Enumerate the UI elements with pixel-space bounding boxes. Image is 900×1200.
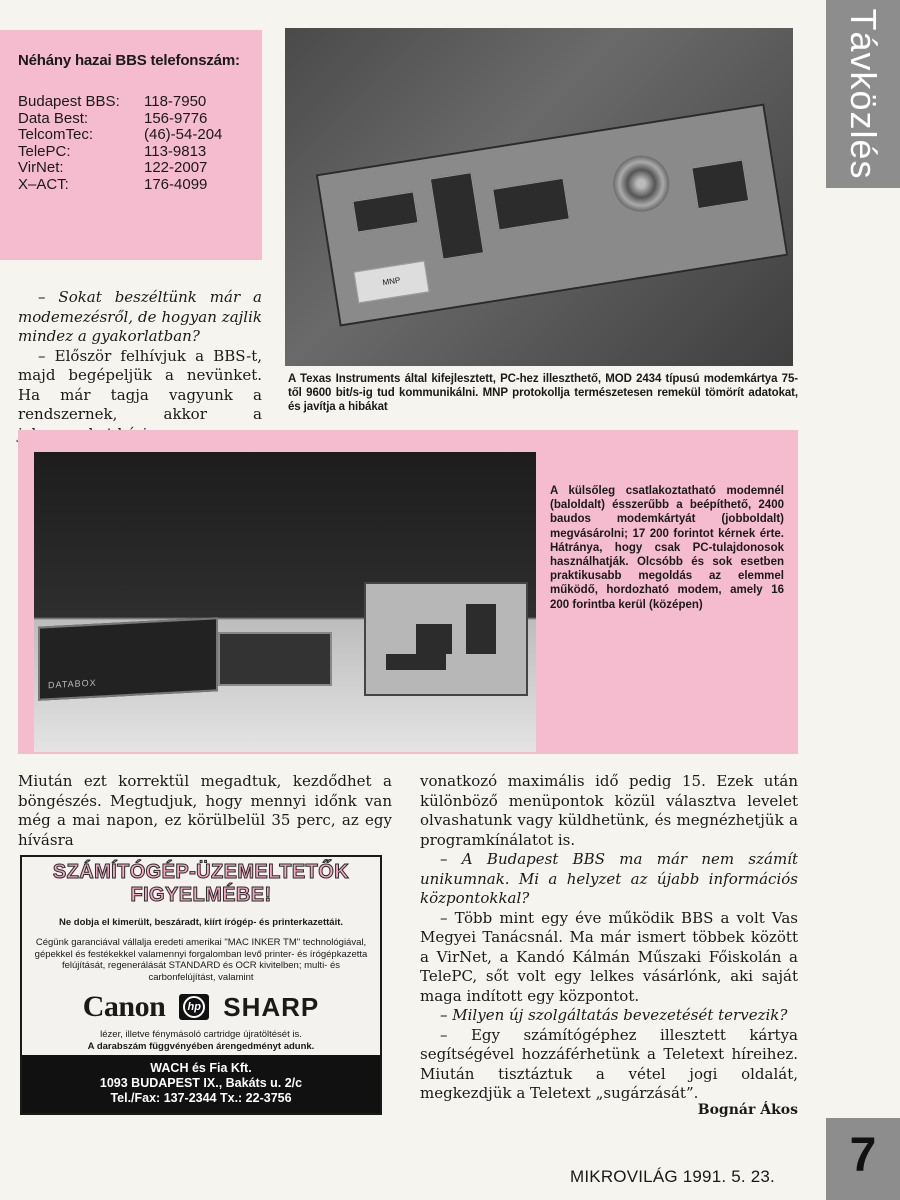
interview-answer: – Először felhívjuk a BBS-t, majd begépeljük a nevünket. Ha már tagja vagyunk a rendszernek, akkor a (18, 346, 262, 423)
portable-modem-image (218, 632, 332, 686)
ad-body-line: lézer, illetve fénymásoló cartridge újratöltését is. (100, 1029, 302, 1040)
speaker-graphic (609, 152, 673, 216)
bbs-entry (18, 160, 258, 177)
advertisement (20, 855, 382, 1115)
interview-question: – Sokat beszéltünk már a modemezésről, de hogyan zajlik mindez a gyakorlatban? (18, 288, 262, 345)
external-modem-image (38, 617, 218, 700)
modem-card-image (364, 582, 528, 696)
ad-company: WACH és Fia Kft. (150, 1061, 252, 1075)
ad-headline-line: SZÁMÍTÓGÉP-ÜZEMELTETŐK (52, 861, 350, 883)
article-paragraph: vonatkozó maximális idő pedig 15. Ezek után különböző menüpontok közül választva levelet olvashatunk vagy küldhetünk, és megnézhetjük a programkínálatot is. (420, 772, 798, 849)
author-signature: Bognár Ákos (697, 1102, 798, 1118)
section-title: Távközlés (843, 8, 884, 180)
page-footer: MIKROVILÁG 1991. 5. 23. (570, 1167, 775, 1186)
article-paragraph: Miután ezt korrektül megadtuk, kezdődhet a böngészés. Megtudjuk, hogy mennyi időnk van még a mai napon, ez körülbelül 35 perc, az egy hívásra (18, 772, 392, 849)
bbs-phone-box (0, 30, 262, 260)
modems-photo (34, 452, 536, 752)
chip-graphic (466, 604, 496, 654)
ad-body-text-2 (32, 1029, 370, 1053)
chip-graphic (386, 654, 446, 670)
section-tab (826, 0, 900, 188)
interview-question: – A Budapest BBS ma már nem számít unikumnak. Mi a helyzet az újabb információs központokkal? (420, 850, 798, 907)
chip-graphic (352, 191, 418, 232)
photo-caption: A külsőleg csatlakoztatható modemnél (baloldalt) ésszerűbb a beépíthető, 2400 baudos modemkártyát (jobboldalt) megvásárolni; 17 200 forintot kérnek érte. Hátránya, hogy csak PC-tulajdonosok használhatják. Olcsóbb és sok esetben praktikusabb megoldás az elemmel működő, hordozható modem, amely 16 200 forintba kerül (középen) (550, 485, 784, 611)
bbs-name: TelePC: (18, 142, 71, 160)
page-number: 7 (849, 1129, 877, 1182)
sharp-logo: SHARP (223, 991, 320, 1022)
interview-answer: – Egy számítógéphez illesztett kártya segítségével hozzáférhetünk a Teletext híreihez. Miután tisztáztuk a vétel jogi oldalát, megkezdjük a Teletext „sugárzását”. (420, 1025, 798, 1102)
ad-headline (22, 861, 380, 907)
page-number-tab (826, 1118, 900, 1200)
circuit-board-image (316, 103, 789, 326)
modem-brand-label: DATABOX (48, 677, 97, 691)
ad-subheading: Ne dobja el kimerült, beszáradt, kiírt írógép- és printerkazettáit. (58, 917, 344, 928)
article-column-left (18, 772, 392, 850)
ad-contact-block (22, 1055, 380, 1113)
bbs-number: 113-9813 (144, 142, 207, 160)
interview-question: – Milyen új szolgáltatás bevezetését tervezik? (440, 1006, 788, 1024)
bbs-entry (18, 177, 258, 194)
bbs-entry (18, 144, 258, 161)
bbs-entry (18, 111, 258, 128)
bbs-number: 118-7950 (144, 93, 207, 110)
ad-address: 1093 BUDAPEST IX., Bakáts u. 2/c (99, 1076, 303, 1090)
bbs-number: 122-2007 (144, 159, 208, 176)
canon-logo: Canon (82, 990, 166, 1023)
bbs-list (18, 94, 258, 193)
bbs-name: TelcomTec: (18, 126, 94, 143)
chip-label: MNP (353, 260, 429, 303)
hp-logo-text: hp (183, 996, 205, 1018)
bbs-number: 156-9776 (144, 109, 208, 127)
bbs-box-title: Néhány hazai BBS telefonszám: (18, 52, 240, 69)
photo-caption: A Texas Instruments által kifejlesztett, PC-hez illeszthető, MOD 2434 típusú modemkártya 75-től 9600 bit/s-ig tud kommunikálni. MNP protokollja természetesen remekül tömörít adatokat, és javítja a hibákat (288, 373, 798, 413)
ad-phone: Tel./Fax: 137-2344 Tx.: 22-3756 (110, 1091, 292, 1105)
ad-brand-logos (22, 990, 380, 1024)
intro-column (18, 288, 262, 444)
bbs-entry (18, 94, 258, 111)
bbs-number: (46)-54-204 (144, 126, 223, 143)
bbs-number: 176-4099 (144, 175, 208, 193)
hp-logo (179, 994, 209, 1020)
chip-graphic (492, 178, 570, 231)
bbs-entry (18, 127, 258, 144)
chip-graphic (430, 172, 484, 260)
chip-graphic (416, 624, 452, 654)
bbs-name: Data Best: (18, 109, 89, 127)
ad-body-line: A darabszám függvényében árengedményt adunk. (87, 1041, 315, 1052)
bbs-name: Budapest BBS: (18, 93, 120, 110)
ad-body-text: Cégünk garanciával vállalja eredeti amerikai "MAC INKER TM" technológiával, gépekkel és festékekkel valamennyi forgalomban levő printer- és írógépkazetta felújítását, regenerálását STANDARD és OCR kivitelben; multi- és carbonfelújítást, valamint (34, 937, 368, 983)
chip-graphic (691, 159, 749, 209)
ad-headline-line: FIGYELMÉBE! (130, 884, 272, 906)
bbs-name: VirNet: (18, 159, 64, 176)
interview-answer: – Több mint egy éve működik BBS a volt Vas Megyei Tanácsnál. Ma már ismert többek között a VirNet, a Kandó Kálmán Műszaki Főiskolán a TelePC, sőt volt egy lelkes vásárlónk, aki saját maga indított egy központot. (420, 908, 798, 1005)
bbs-name: X–ACT: (18, 175, 69, 193)
article-column-right (420, 772, 798, 1104)
modem-card-photo (285, 28, 793, 366)
